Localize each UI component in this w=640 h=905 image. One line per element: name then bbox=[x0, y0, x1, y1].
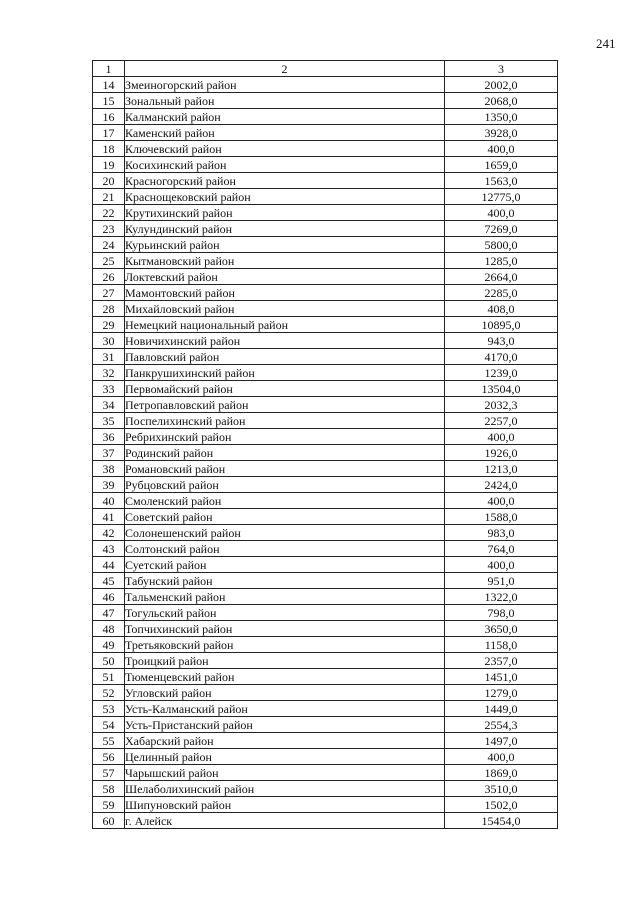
amount-value: 3650,0 bbox=[445, 621, 558, 637]
row-number: 32 bbox=[93, 365, 125, 381]
amount-value: 951,0 bbox=[445, 573, 558, 589]
amount-value: 764,0 bbox=[445, 541, 558, 557]
table-row bbox=[93, 493, 558, 509]
amount-value: 1563,0 bbox=[445, 173, 558, 189]
header-col-2: 2 bbox=[125, 61, 445, 77]
district-name: Змеиногорский район bbox=[125, 77, 445, 93]
amount-value: 2664,0 bbox=[445, 269, 558, 285]
row-number: 19 bbox=[93, 157, 125, 173]
header-col-1: 1 bbox=[93, 61, 125, 77]
amount-value: 1926,0 bbox=[445, 445, 558, 461]
district-name: Косихинский район bbox=[125, 157, 445, 173]
table-row bbox=[93, 125, 558, 141]
amount-value: 10895,0 bbox=[445, 317, 558, 333]
amount-value: 3928,0 bbox=[445, 125, 558, 141]
district-name: Романовский район bbox=[125, 461, 445, 477]
table-row bbox=[93, 813, 558, 829]
row-number: 44 bbox=[93, 557, 125, 573]
amount-value: 5800,0 bbox=[445, 237, 558, 253]
district-name: Хабарский район bbox=[125, 733, 445, 749]
district-name: Кытмановский район bbox=[125, 253, 445, 269]
amount-value: 400,0 bbox=[445, 749, 558, 765]
row-number: 54 bbox=[93, 717, 125, 733]
table-row bbox=[93, 669, 558, 685]
amount-value: 983,0 bbox=[445, 525, 558, 541]
row-number: 50 bbox=[93, 653, 125, 669]
amount-value: 400,0 bbox=[445, 557, 558, 573]
district-name: Усть-Калманский район bbox=[125, 701, 445, 717]
district-name: Топчихинский район bbox=[125, 621, 445, 637]
table-row bbox=[93, 157, 558, 173]
district-name: Тюменцевский район bbox=[125, 669, 445, 685]
table-row bbox=[93, 109, 558, 125]
table-row bbox=[93, 173, 558, 189]
table-row bbox=[93, 781, 558, 797]
row-number: 23 bbox=[93, 221, 125, 237]
row-number: 38 bbox=[93, 461, 125, 477]
amount-value: 1659,0 bbox=[445, 157, 558, 173]
row-number: 59 bbox=[93, 797, 125, 813]
table-row bbox=[93, 541, 558, 557]
row-number: 31 bbox=[93, 349, 125, 365]
district-name: Смоленский район bbox=[125, 493, 445, 509]
amount-value: 2032,3 bbox=[445, 397, 558, 413]
table-row bbox=[93, 221, 558, 237]
district-name: Ребрихинский район bbox=[125, 429, 445, 445]
row-number: 40 bbox=[93, 493, 125, 509]
table-row bbox=[93, 797, 558, 813]
district-name: Крутихинский район bbox=[125, 205, 445, 221]
district-name: Шелаболихинский район bbox=[125, 781, 445, 797]
amount-value: 400,0 bbox=[445, 429, 558, 445]
district-name: Красногорский район bbox=[125, 173, 445, 189]
row-number: 57 bbox=[93, 765, 125, 781]
table-row bbox=[93, 429, 558, 445]
row-number: 34 bbox=[93, 397, 125, 413]
row-number: 52 bbox=[93, 685, 125, 701]
row-number: 22 bbox=[93, 205, 125, 221]
amount-value: 400,0 bbox=[445, 205, 558, 221]
amount-value: 15454,0 bbox=[445, 813, 558, 829]
amount-value: 7269,0 bbox=[445, 221, 558, 237]
district-name: Родинский район bbox=[125, 445, 445, 461]
amount-value: 4170,0 bbox=[445, 349, 558, 365]
table-row bbox=[93, 573, 558, 589]
table-row bbox=[93, 365, 558, 381]
row-number: 58 bbox=[93, 781, 125, 797]
page-number: 241 bbox=[596, 36, 616, 51]
district-name: Тальменский район bbox=[125, 589, 445, 605]
table-row bbox=[93, 77, 558, 93]
amount-value: 400,0 bbox=[445, 493, 558, 509]
table-row bbox=[93, 237, 558, 253]
table-row bbox=[93, 141, 558, 157]
district-name: Локтевский район bbox=[125, 269, 445, 285]
amount-value: 1451,0 bbox=[445, 669, 558, 685]
row-number: 45 bbox=[93, 573, 125, 589]
table-row bbox=[93, 653, 558, 669]
amount-value: 408,0 bbox=[445, 301, 558, 317]
row-number: 25 bbox=[93, 253, 125, 269]
district-name: Шипуновский район bbox=[125, 797, 445, 813]
amount-value: 2002,0 bbox=[445, 77, 558, 93]
district-name: Петропавловский район bbox=[125, 397, 445, 413]
table-row bbox=[93, 413, 558, 429]
row-number: 53 bbox=[93, 701, 125, 717]
row-number: 48 bbox=[93, 621, 125, 637]
table-row bbox=[93, 717, 558, 733]
district-name: Краснощековский район bbox=[125, 189, 445, 205]
district-name: Солонешенский район bbox=[125, 525, 445, 541]
row-number: 51 bbox=[93, 669, 125, 685]
row-number: 49 bbox=[93, 637, 125, 653]
amount-value: 3510,0 bbox=[445, 781, 558, 797]
amount-value: 1502,0 bbox=[445, 797, 558, 813]
table-row bbox=[93, 589, 558, 605]
amount-value: 2257,0 bbox=[445, 413, 558, 429]
district-name: Табунский район bbox=[125, 573, 445, 589]
district-name: Первомайский район bbox=[125, 381, 445, 397]
district-name: Суетский район bbox=[125, 557, 445, 573]
amount-value: 2424,0 bbox=[445, 477, 558, 493]
table-row bbox=[93, 189, 558, 205]
district-name: Каменский район bbox=[125, 125, 445, 141]
district-name: Угловский район bbox=[125, 685, 445, 701]
amount-value: 1449,0 bbox=[445, 701, 558, 717]
row-number: 47 bbox=[93, 605, 125, 621]
district-table bbox=[92, 60, 558, 829]
table-row bbox=[93, 701, 558, 717]
row-number: 46 bbox=[93, 589, 125, 605]
district-name: Мамонтовский район bbox=[125, 285, 445, 301]
row-number: 20 bbox=[93, 173, 125, 189]
row-number: 14 bbox=[93, 77, 125, 93]
table-row bbox=[93, 605, 558, 621]
row-number: 21 bbox=[93, 189, 125, 205]
district-name: Ключевский район bbox=[125, 141, 445, 157]
table-row bbox=[93, 285, 558, 301]
district-name: Чарышский район bbox=[125, 765, 445, 781]
table-row bbox=[93, 253, 558, 269]
row-number: 26 bbox=[93, 269, 125, 285]
amount-value: 1158,0 bbox=[445, 637, 558, 653]
amount-value: 1285,0 bbox=[445, 253, 558, 269]
row-number: 41 bbox=[93, 509, 125, 525]
district-name: Солтонский район bbox=[125, 541, 445, 557]
district-name: Рубцовский район bbox=[125, 477, 445, 493]
table-row bbox=[93, 637, 558, 653]
table-row bbox=[93, 733, 558, 749]
row-number: 16 bbox=[93, 109, 125, 125]
district-name: Немецкий национальный район bbox=[125, 317, 445, 333]
row-number: 37 bbox=[93, 445, 125, 461]
table-header-row bbox=[93, 61, 558, 77]
district-name: Кулундинский район bbox=[125, 221, 445, 237]
table-row bbox=[93, 621, 558, 637]
row-number: 56 bbox=[93, 749, 125, 765]
district-name: Павловский район bbox=[125, 349, 445, 365]
amount-value: 1213,0 bbox=[445, 461, 558, 477]
amount-value: 2357,0 bbox=[445, 653, 558, 669]
table-row bbox=[93, 269, 558, 285]
table-row bbox=[93, 381, 558, 397]
row-number: 55 bbox=[93, 733, 125, 749]
amount-value: 13504,0 bbox=[445, 381, 558, 397]
district-name: Третьяковский район bbox=[125, 637, 445, 653]
amount-value: 1322,0 bbox=[445, 589, 558, 605]
amount-value: 1239,0 bbox=[445, 365, 558, 381]
table-row bbox=[93, 349, 558, 365]
amount-value: 2554,3 bbox=[445, 717, 558, 733]
row-number: 17 bbox=[93, 125, 125, 141]
district-name: Курьинский район bbox=[125, 237, 445, 253]
district-name: Советский район bbox=[125, 509, 445, 525]
table-row bbox=[93, 509, 558, 525]
district-name: Троицкий район bbox=[125, 653, 445, 669]
row-number: 33 bbox=[93, 381, 125, 397]
row-number: 42 bbox=[93, 525, 125, 541]
district-name: Новичихинский район bbox=[125, 333, 445, 349]
amount-value: 1588,0 bbox=[445, 509, 558, 525]
row-number: 15 bbox=[93, 93, 125, 109]
amount-value: 943,0 bbox=[445, 333, 558, 349]
table-row bbox=[93, 301, 558, 317]
table-row bbox=[93, 685, 558, 701]
district-name: Зональный район bbox=[125, 93, 445, 109]
amount-value: 400,0 bbox=[445, 141, 558, 157]
district-name: Калманский район bbox=[125, 109, 445, 125]
header-col-3: 3 bbox=[445, 61, 558, 77]
table-row bbox=[93, 525, 558, 541]
table-row bbox=[93, 477, 558, 493]
amount-value: 2285,0 bbox=[445, 285, 558, 301]
table-body bbox=[93, 61, 558, 829]
row-number: 60 bbox=[93, 813, 125, 829]
amount-value: 1350,0 bbox=[445, 109, 558, 125]
table-row bbox=[93, 461, 558, 477]
row-number: 29 bbox=[93, 317, 125, 333]
amount-value: 798,0 bbox=[445, 605, 558, 621]
district-name: Михайловский район bbox=[125, 301, 445, 317]
district-name: Панкрушихинский район bbox=[125, 365, 445, 381]
table-row bbox=[93, 749, 558, 765]
row-number: 39 bbox=[93, 477, 125, 493]
row-number: 43 bbox=[93, 541, 125, 557]
amount-value: 1279,0 bbox=[445, 685, 558, 701]
table-row bbox=[93, 93, 558, 109]
table-row bbox=[93, 765, 558, 781]
row-number: 27 bbox=[93, 285, 125, 301]
row-number: 35 bbox=[93, 413, 125, 429]
district-name: Целинный район bbox=[125, 749, 445, 765]
table-row bbox=[93, 557, 558, 573]
amount-value: 1497,0 bbox=[445, 733, 558, 749]
row-number: 30 bbox=[93, 333, 125, 349]
district-name: г. Алейск bbox=[125, 813, 445, 829]
table-row bbox=[93, 333, 558, 349]
district-name: Тогульский район bbox=[125, 605, 445, 621]
row-number: 18 bbox=[93, 141, 125, 157]
district-name: Усть-Пристанский район bbox=[125, 717, 445, 733]
table-row bbox=[93, 317, 558, 333]
amount-value: 1869,0 bbox=[445, 765, 558, 781]
row-number: 36 bbox=[93, 429, 125, 445]
table-row bbox=[93, 445, 558, 461]
district-name: Поспелихинский район bbox=[125, 413, 445, 429]
table-row bbox=[93, 205, 558, 221]
amount-value: 2068,0 bbox=[445, 93, 558, 109]
table-row bbox=[93, 397, 558, 413]
amount-value: 12775,0 bbox=[445, 189, 558, 205]
row-number: 28 bbox=[93, 301, 125, 317]
row-number: 24 bbox=[93, 237, 125, 253]
